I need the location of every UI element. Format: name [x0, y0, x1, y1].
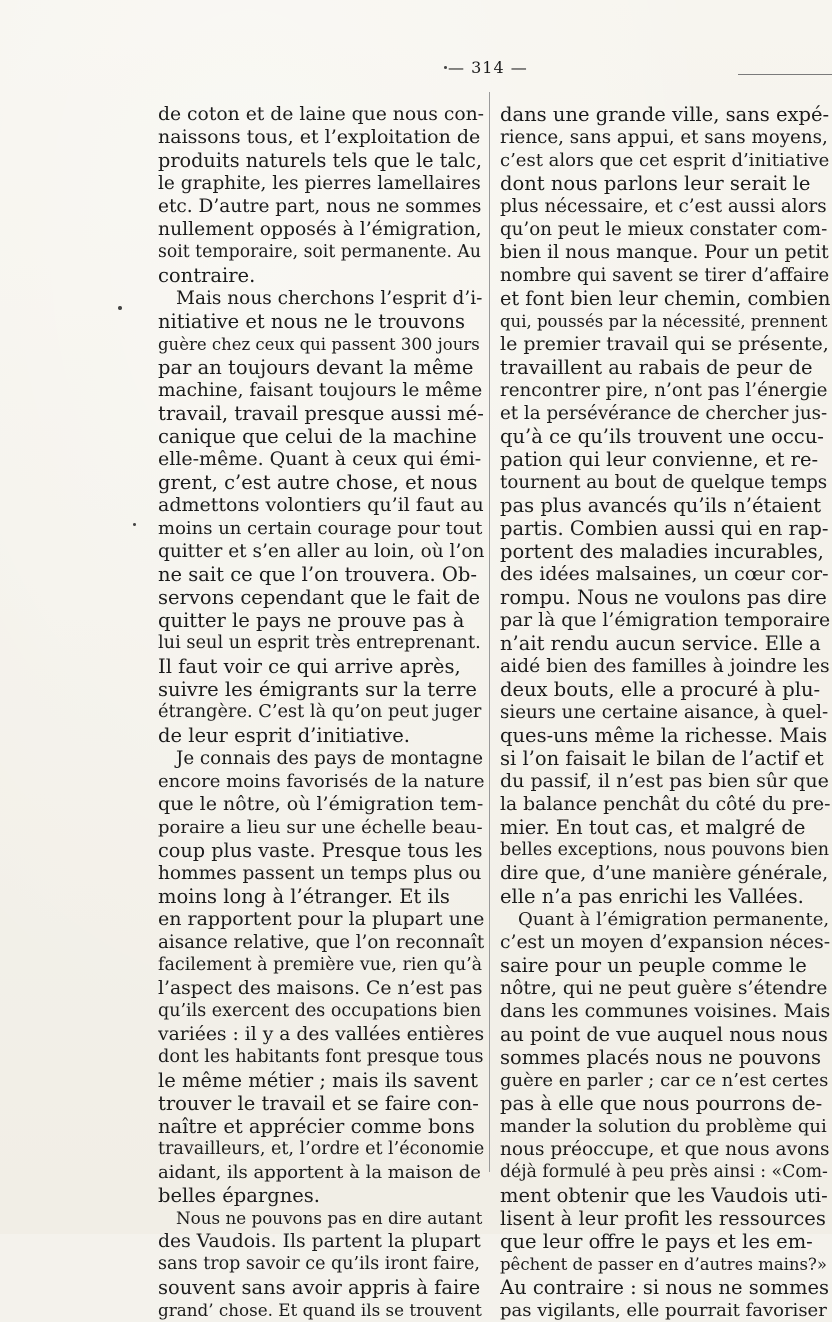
- text-line: soit temporaire, soit permanente. Au: [158, 242, 481, 262]
- text-line: elle-même. Quant à ceux qui émi-: [158, 448, 482, 470]
- text-line: grand’ chose. Et quand ils se trouvent: [158, 1300, 482, 1320]
- text-line: des Vaudois. Ils partent la plupart: [158, 1231, 481, 1252]
- text-line: et font bien leur chemin, combien: [500, 287, 830, 310]
- text-line: travaillent au rabais de peur de: [500, 356, 813, 379]
- text-line: belles exceptions, nous pouvons bien: [500, 840, 830, 860]
- text-line: naissons tous, et l’exploitation de: [158, 126, 481, 148]
- text-line: Nous ne pouvons pas en dire autant: [176, 1208, 483, 1228]
- ink-spot: [118, 306, 122, 310]
- text-line: travailleurs, et, l’ordre et l’économie: [158, 1139, 484, 1159]
- left-text-column: [158, 103, 484, 1322]
- text-line: pêchent de passer en d’autres mains?»: [500, 1255, 827, 1274]
- text-line: par an toujours devant la même: [158, 356, 474, 379]
- left-paragraph: [158, 747, 484, 1207]
- text-line: moins long à l’étranger. Et ils: [158, 885, 450, 908]
- right-paragraph: [500, 103, 830, 908]
- text-line: Je connais des pays de montagne: [176, 748, 483, 769]
- text-line: naître et apprécier comme bons: [158, 1115, 475, 1138]
- text-line: dans une grande ville, sans expé-: [500, 103, 830, 126]
- text-line: au point de vue auquel nous nous: [500, 1023, 828, 1046]
- text-line: des idées malsaines, un cœur cor-: [500, 563, 829, 585]
- text-line: déjà formulé à peu près ainsi : «Com-: [500, 1162, 828, 1182]
- text-line: rience, sans appui, et sans moyens,: [500, 127, 828, 148]
- text-line: produits naturels tels que le talc,: [158, 149, 482, 172]
- text-line: poraire a lieu sur une échelle beau-: [158, 817, 483, 838]
- text-line: si l’on faisait le bilan de l’actif et: [500, 747, 824, 770]
- text-line: la balance penchât du côté du pre-: [500, 794, 830, 815]
- text-line: bien il nous manque. Pour un petit: [500, 242, 829, 263]
- text-line: moins un certain courage pour tout: [158, 518, 483, 539]
- text-line: hommes passent un temps plus ou: [158, 863, 482, 884]
- text-line: nombre qui savent se tirer d’affaire: [500, 265, 830, 286]
- text-line: belles épargnes.: [158, 1184, 320, 1207]
- text-line: lisent à leur profit les ressources: [500, 1207, 826, 1230]
- text-line: ment obtenir que les Vaudois uti-: [500, 1184, 828, 1207]
- text-line: grent, c’est autre chose, et nous: [158, 471, 478, 494]
- text-line: dans les communes voisines. Mais: [500, 1000, 830, 1022]
- page-number: — 314 —: [448, 58, 528, 77]
- text-line: ne sait ce que l’on trouvera. Ob-: [158, 563, 477, 586]
- text-line: dont les habitants font presque tous: [158, 1047, 484, 1067]
- text-line: c’est alors que cet esprit d’initiative: [500, 150, 830, 171]
- text-line: pation qui leur convienne, et re-: [500, 448, 819, 471]
- text-line: pas plus avancés qu’ils n’étaient: [500, 494, 822, 517]
- text-line: mier. En tout cas, et malgré de: [500, 816, 806, 839]
- text-line: Quant à l’émigration permanente,: [518, 909, 830, 930]
- text-line: en rapportent pour la plupart une: [158, 908, 484, 930]
- text-line: l’aspect des maisons. Ce n’est pas: [158, 978, 483, 999]
- text-line: qu’ils exercent des occupations bien: [158, 1001, 482, 1021]
- text-line: le même métier ; mais ils savent: [158, 1069, 478, 1092]
- right-paragraph: [500, 908, 830, 1322]
- text-line: qu’on peut le mieux constater com-: [500, 219, 828, 240]
- text-line: aidant, ils apportent à la maison de: [158, 1162, 481, 1183]
- text-line: aidé bien des familles à joindre les: [500, 656, 830, 677]
- text-line: nous préoccupe, et que nous avons: [500, 1139, 830, 1160]
- text-line: dont nous parlons leur serait le: [500, 172, 811, 195]
- text-line: de leur esprit d’initiative.: [158, 724, 410, 747]
- text-line: quitter et s’en aller au loin, où l’on: [158, 541, 484, 562]
- text-line: qui, poussés par la nécessité, prennent: [500, 312, 828, 331]
- text-line: ques-uns même la richesse. Mais: [500, 724, 828, 747]
- text-line: et la persévérance de chercher jus-: [500, 403, 828, 424]
- text-line: saire pour un peuple comme le: [500, 954, 807, 977]
- text-line: admettons volontiers qu’il faut au: [158, 494, 484, 516]
- text-line: par là que l’émigration temporaire: [500, 610, 830, 631]
- text-line: partis. Combien aussi qui en rap-: [500, 517, 829, 540]
- text-line: dire que, d’une manière générale,: [500, 862, 829, 884]
- text-line: mander la solution du problème qui: [500, 1116, 827, 1137]
- text-line: facilement à première vue, rien qu’à: [158, 955, 483, 975]
- text-line: encore moins favorisés de la nature: [158, 771, 484, 792]
- text-line: pas vigilants, elle pourrait favoriser: [500, 1300, 827, 1321]
- column-divider: [489, 92, 490, 1172]
- ink-spot: [444, 66, 447, 69]
- text-line: sommes placés nous ne pouvons: [500, 1046, 821, 1069]
- text-line: Mais nous cherchons l’esprit d’i-: [176, 288, 483, 309]
- text-line: contraire.: [158, 264, 256, 287]
- left-paragraph: [158, 287, 484, 747]
- text-line: que leur offre le pays et les em-: [500, 1230, 813, 1253]
- text-line: deux bouts, elle a procuré à plu-: [500, 678, 821, 701]
- text-line: étrangère. C’est là qu’on peut juger: [158, 702, 482, 722]
- right-text-column: [500, 103, 830, 1322]
- text-line: portent des maladies incurables,: [500, 540, 824, 563]
- text-line: rencontrer pire, n’ont pas l’énergie: [500, 380, 828, 401]
- text-line: nullement opposés à l’émigration,: [158, 219, 482, 240]
- text-line: plus nécessaire, et c’est aussi alors: [500, 196, 827, 217]
- text-line: qu’à ce qu’ils trouvent une occu-: [500, 425, 824, 448]
- text-line: du passif, il n’est pas bien sûr que: [500, 770, 829, 792]
- text-line: travail, travail presque aussi mé-: [158, 402, 484, 425]
- text-line: nitiative et nous ne le trouvons: [158, 310, 466, 333]
- text-line: suivre les émigrants sur la terre: [158, 678, 477, 701]
- text-line: servons cependant que le fait de: [158, 586, 481, 609]
- text-line: sieurs une certaine aisance, à quel-: [500, 702, 829, 723]
- text-line: variées : il y a des vallées entières: [158, 1024, 484, 1045]
- text-line: coup plus vaste. Presque tous les: [158, 839, 483, 862]
- text-line: tournent au bout de quelque temps: [500, 472, 828, 493]
- text-line: aisance relative, que l’on reconnaît: [158, 932, 484, 953]
- text-line: sans trop savoir ce qu’ils iront faire,: [158, 1254, 480, 1274]
- text-line: pas à elle que nous pourrons de-: [500, 1092, 823, 1115]
- text-line: rompu. Nous ne voulons pas dire: [500, 586, 827, 609]
- text-line: le premier travail qui se présente,: [500, 333, 829, 355]
- text-line: etc. D’autre part, nous ne sommes: [158, 196, 482, 217]
- text-line: guère chez ceux qui passent 300 jours: [158, 335, 480, 354]
- ink-spot: [133, 523, 136, 526]
- text-line: c’est un moyen d’expansion néces-: [500, 932, 830, 953]
- text-line: machine, faisant toujours le même: [158, 380, 483, 401]
- text-line: guère en parler ; car ce n’est certes: [500, 1070, 829, 1091]
- text-line: que le nôtre, où l’émigration tem-: [158, 793, 484, 815]
- text-line: lui seul un esprit très entreprenant.: [158, 633, 481, 653]
- text-line: canique que celui de la machine: [158, 425, 477, 448]
- header-rule: [738, 74, 832, 75]
- text-line: le graphite, les pierres lamellaires: [158, 173, 481, 194]
- text-line: n’ait rendu aucun service. Elle a: [500, 632, 821, 655]
- text-line: trouver le travail et se faire con-: [158, 1092, 479, 1115]
- text-line: elle n’a pas enrichi les Vallées.: [500, 885, 804, 908]
- text-line: nôtre, qui ne peut guère s’étendre: [500, 978, 828, 999]
- text-line: Au contraire : si nous ne sommes: [500, 1276, 829, 1299]
- text-line: de coton et de laine que nous con-: [158, 104, 484, 125]
- text-line: Il faut voir ce qui arrive après,: [158, 655, 461, 678]
- left-paragraph: [158, 103, 484, 287]
- text-line: souvent sans avoir appris à faire: [158, 1276, 481, 1299]
- left-paragraph: [158, 1207, 484, 1322]
- text-line: quitter le pays ne prouve pas à: [158, 609, 465, 632]
